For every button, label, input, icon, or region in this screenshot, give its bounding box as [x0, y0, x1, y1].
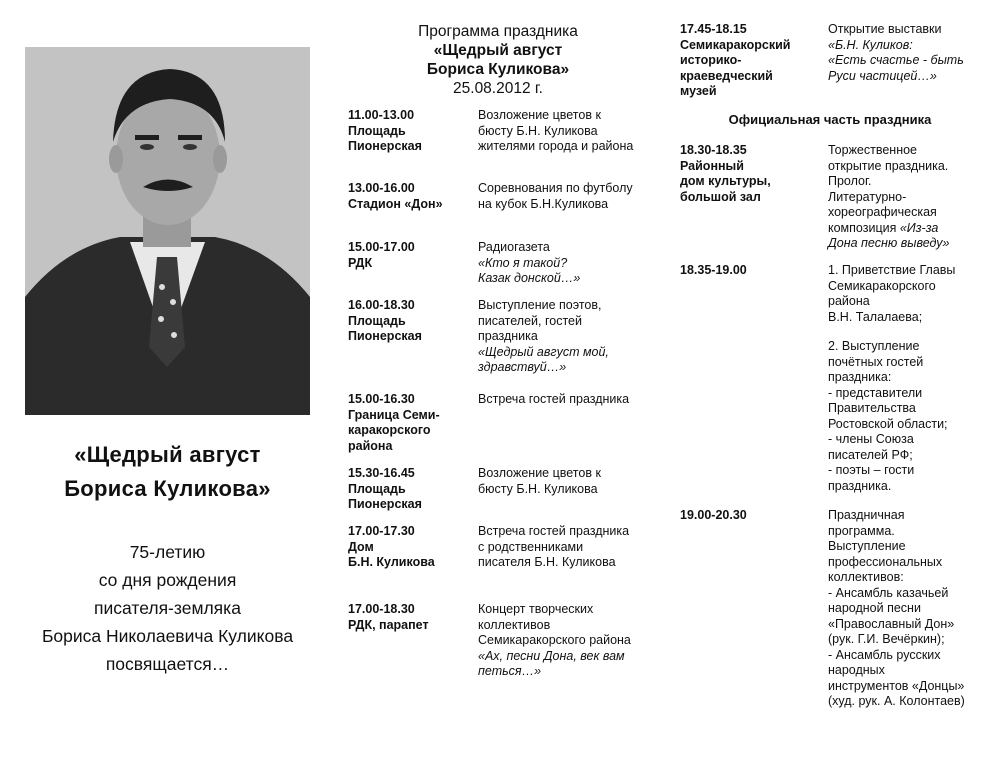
event-desc-line: «Щедрый август мой, здравствуй…»: [478, 344, 609, 374]
program-name-line1: «Щедрый август: [433, 42, 563, 59]
program-name-line2: Бориса Куликова»: [426, 61, 570, 78]
booklet-title-line1: «Щедрый август: [74, 442, 261, 467]
event-desc-line: Казак донской…»: [478, 271, 581, 285]
official-section-heading: Официальная часть праздника: [728, 112, 932, 127]
event-desc-line: Торжественное открытие праздника.: [828, 143, 949, 173]
event-time-place: [348, 466, 473, 513]
event-desc-line: Открытие выставки: [828, 22, 942, 36]
event-desc-line: Возложение цветов к бюсту Б.Н. Куликова: [478, 466, 601, 496]
event-time-place: [680, 508, 820, 524]
event-place: Семикаракорский: [680, 37, 791, 52]
event-place: Стадион «Дон»: [348, 196, 443, 211]
event-desc-line: В.Н. Талалаева;: [828, 309, 923, 324]
event-place: каракорского: [348, 423, 431, 437]
event-time: 18.35-19.00: [680, 263, 747, 277]
event-place: Площадь: [348, 123, 406, 138]
event-description: [828, 22, 968, 84]
event-desc-line: Выступление профессиональных коллективов:: [828, 539, 943, 584]
event-desc-line: Возложение цветов к бюсту Б.Н. Куликова жителями города и района: [478, 108, 634, 153]
event-time-place: [348, 602, 473, 633]
event-time-place: [348, 240, 473, 271]
dedication: [0, 538, 335, 678]
event-place: историко-: [680, 53, 742, 67]
event-time: 17.00-18.30: [348, 602, 415, 616]
program-header: [348, 22, 648, 98]
event-desc-line: - представители Правительства Ростовской области;: [828, 385, 948, 431]
event-place: района: [348, 438, 393, 453]
event-place: Дом: [348, 539, 374, 554]
event-time-place: [348, 298, 473, 345]
event-time-place: [348, 181, 473, 212]
event-desc-line: Встреча гостей праздника с родственниками писателя Б.Н. Куликова: [478, 524, 630, 569]
event-time: 17.45-18.15: [680, 22, 747, 36]
event-place: РДК: [348, 255, 373, 270]
event-time: 11.00-13.00: [348, 108, 415, 122]
dedication-line: посвящается…: [105, 654, 230, 674]
booklet-title: [0, 438, 335, 506]
event-desc-line: - Ансамбль казачьей народной песни «Православный Дон» (рук. Г.И. Вечёркин);: [828, 585, 955, 646]
event-description: [478, 108, 638, 155]
event-desc-line: Встреча гостей праздника: [478, 392, 630, 406]
event-desc-line: Праздничная программа.: [828, 508, 905, 538]
event-description: [478, 524, 638, 571]
dedication-line: со дня рождения: [98, 570, 237, 590]
event-place: большой зал: [680, 189, 761, 204]
event-place: дом культуры,: [680, 174, 771, 188]
event-description: [478, 240, 638, 287]
event-time-place: [348, 524, 473, 571]
event-description: [478, 602, 638, 680]
event-desc-line: 1. Приветствие Главы Семикаракорского района: [828, 263, 956, 308]
cover-column: [0, 0, 335, 773]
event-place: Площадь: [348, 313, 406, 328]
event-time: 13.00-16.00: [348, 181, 415, 195]
portrait-photo: [25, 47, 310, 415]
event-desc-line: Концерт творческих коллективов Семикаракорского района: [478, 602, 631, 647]
event-place: Пионерская: [348, 497, 422, 511]
event-place: Пионерская: [348, 329, 422, 343]
event-description: [478, 466, 638, 497]
portrait-icon: [25, 47, 310, 415]
event-time: 15.30-16.45: [348, 466, 415, 480]
event-time: 15.00-16.30: [348, 392, 415, 406]
event-description: [828, 143, 968, 252]
event-description: [478, 181, 638, 212]
event-time-place: [680, 22, 820, 100]
event-time: 19.00-20.30: [680, 508, 747, 522]
event-desc-line: «Из-за Дона песню выведу»: [828, 220, 950, 250]
event-place: музей: [680, 84, 717, 98]
event-place: Районный: [680, 158, 744, 173]
dedication-line: Бориса Николаевича Куликова: [41, 626, 294, 646]
event-time-place: [348, 108, 473, 155]
event-desc-line: «Б.Н. Куликов:: [828, 37, 913, 52]
event-desc-line: Литературно-хореографическая композиция: [828, 189, 937, 235]
event-place: краеведческий: [680, 68, 773, 83]
program-date: 25.08.2012 г.: [453, 80, 543, 97]
event-time: 17.00-17.30: [348, 524, 415, 538]
event-place: Площадь: [348, 481, 406, 496]
event-description: [478, 392, 638, 408]
event-desc-line: Соревнования по футболу на кубок Б.Н.Куликова: [478, 181, 633, 211]
event-description: [478, 298, 638, 376]
event-time-place: [680, 143, 820, 205]
program-heading: Программа праздника: [418, 23, 578, 40]
dedication-line: 75-летию: [129, 542, 206, 562]
event-description: [828, 508, 968, 710]
event-desc-line: 2. Выступление почётных гостей праздника:: [828, 339, 924, 384]
event-desc-line: Выступление поэтов, писателей, гостей праздника: [478, 298, 602, 343]
event-desc-line: «Кто я такой?: [478, 255, 568, 270]
event-desc-line: - члены Союза писателей РФ;: [828, 432, 914, 462]
event-time: 15.00-17.00: [348, 240, 415, 254]
event-desc-line: «Есть счастье - быть Руси частицей…»: [828, 53, 964, 83]
event-description: [828, 263, 968, 494]
booklet-title-line2: Бориса Куликова»: [64, 476, 271, 501]
event-time-place: [680, 263, 820, 279]
event-desc-line: - поэты – гости праздника.: [828, 463, 915, 493]
event-place: Граница Семи-: [348, 407, 440, 422]
event-place: Пионерская: [348, 139, 422, 153]
event-desc-line: - Ансамбль русских народных инструментов «Донцы» (худ. рук. А. Колонтаев): [828, 647, 965, 708]
dedication-line: писателя-земляка: [94, 598, 241, 618]
event-desc-line: Радиогазета: [478, 240, 550, 254]
event-time: 16.00-18.30: [348, 298, 415, 312]
event-desc-line: Пролог.: [828, 174, 872, 188]
event-desc-line: «Ах, песни Дона, век вам петься…»: [478, 648, 625, 678]
event-place: РДК, парапет: [348, 617, 429, 632]
event-time: 18.30-18.35: [680, 143, 747, 157]
event-time-place: [348, 392, 473, 454]
event-place: Б.Н. Куликова: [348, 555, 435, 569]
